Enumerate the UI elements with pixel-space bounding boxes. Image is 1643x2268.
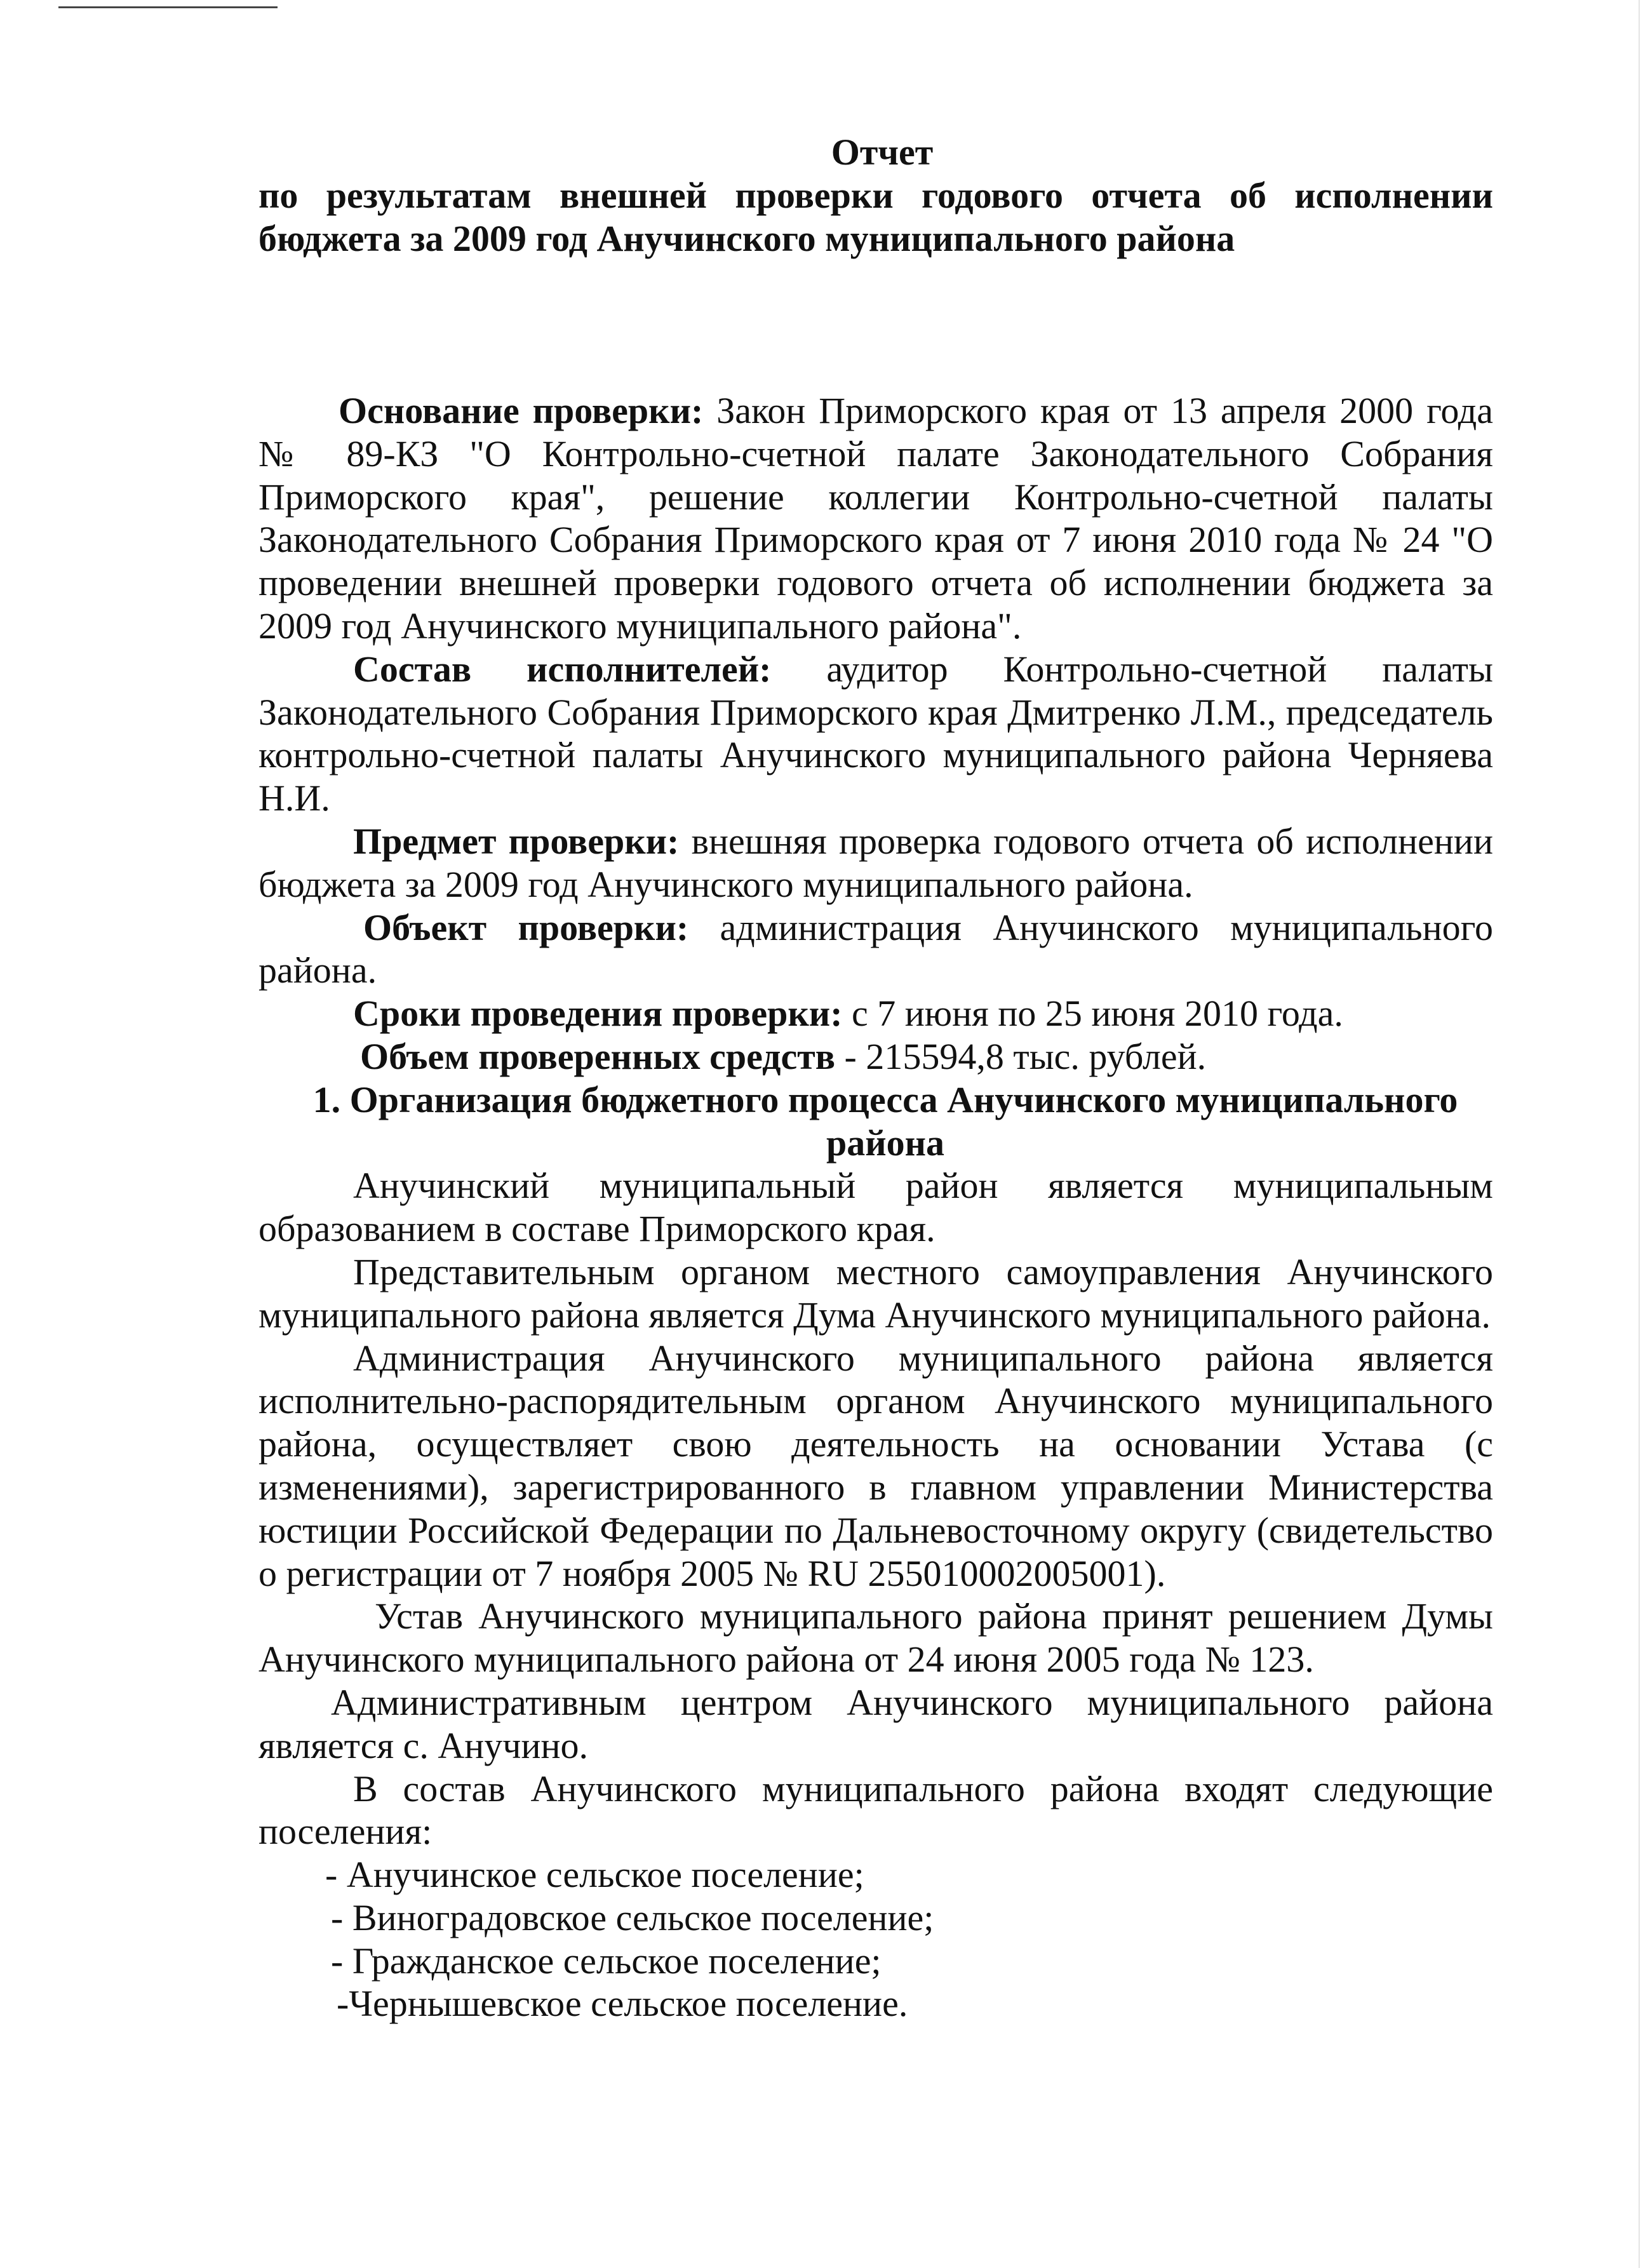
label: Объем проверенных средств xyxy=(360,1035,836,1077)
paragraph: Устав Анучинского муниципального района принят решением Думы Анучинского муниципального района от 24 июня 2005 года № 123. xyxy=(258,1595,1493,1681)
label: Основание проверки: xyxy=(339,390,704,431)
list-item: -Чернышевское сельское поселение. xyxy=(337,1983,908,2025)
text: аудитор Контрольно-счетной палаты Законодательного Собрания Приморского края Дмитренко Л.М., председатель контрольно-счетной палаты Анучинского муниципального района Черняева Н.И. xyxy=(258,648,1493,819)
paragraph-period xyxy=(258,992,1493,1035)
text: внешняя проверка годового отчета об исполнении бюджета за 2009 год Анучинского муниципального района. xyxy=(258,820,1493,905)
paragraph-volume xyxy=(258,1035,1493,1078)
document-body xyxy=(258,389,1493,2025)
text: - 215594,8 тыс. рублей. xyxy=(835,1035,1207,1077)
label: Состав исполнителей: xyxy=(353,648,772,690)
label: Сроки проведения проверки: xyxy=(353,993,843,1035)
label: Предмет проверки: xyxy=(353,820,680,862)
paragraph-team xyxy=(258,648,1493,820)
text: с 7 июня по 25 июня 2010 года. xyxy=(842,993,1343,1035)
paragraph-object xyxy=(258,906,1493,993)
paragraph-subject xyxy=(258,820,1493,906)
label: Объект проверки: xyxy=(363,906,689,948)
section-heading: 1. Организация бюджетного процесса Анучинского муниципального района xyxy=(312,1078,1458,1164)
list-item: - Анучинское сельское поселение; xyxy=(325,1854,864,1896)
scan-artifact-line xyxy=(58,6,278,8)
list-item: - Гражданское сельское поселение; xyxy=(331,1940,882,1982)
paragraph: Представительным органом местного самоуправления Анучинского муниципального района является Дума Анучинского муниципального района. xyxy=(258,1251,1493,1336)
list-item: - Виноградовское сельское поселение; xyxy=(331,1896,934,1938)
scan-edge-shadow xyxy=(1639,0,1640,2268)
title-subtitle: по результатам внешней проверки годового отчета об исполнении бюджета за 2009 год Анучинского муниципального района xyxy=(258,175,1493,259)
text: Закон Приморского края от 13 апреля 2000 года № 89-КЗ "О Контрольно-счетной палате Законодательного Собрания Приморского края", решение коллегии Контрольно-счетной палаты Законодательного Собрания Приморского края от 7 июня 2010 года № 24 "О проведении внешней проверки годового отчета об исполнении бюджета за 2009 год Анучинского муниципального района". xyxy=(258,390,1494,647)
paragraph: Анучинский муниципальный район является муниципальным образованием в составе Приморского края. xyxy=(258,1165,1493,1250)
paragraph: Администрация Анучинского муниципального района является исполнительно-распорядительным органом Анучинского муниципального района, осуществляет свою деятельность на основании Устава (с изменениями), зарегистрированного в главном управлении Министерства юстиции Российской Федерации по Дальневосточному округу (свидетельство о регистрации от 7 ноября 2005 № RU 255010002005001). xyxy=(258,1337,1493,1594)
text: администрация Анучинского муниципального района. xyxy=(258,906,1494,991)
document-title xyxy=(258,131,1493,260)
paragraph: Административным центром Анучинского муниципального района является с. Анучино. xyxy=(258,1681,1493,1766)
paragraph-basis xyxy=(258,389,1493,648)
title-heading: Отчет xyxy=(831,131,934,173)
paragraph: В состав Анучинского муниципального района входят следующие поселения: xyxy=(258,1768,1493,1853)
